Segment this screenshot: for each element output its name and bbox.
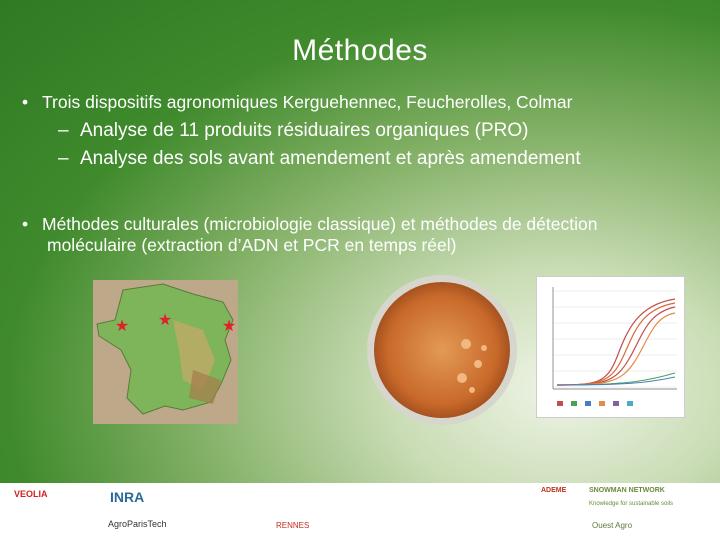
star-icon: ★ [221, 318, 237, 335]
pcr-amplification-image [536, 276, 685, 418]
bullet-marker: • [22, 92, 29, 112]
bullet-text-line2: moléculaire (extraction d’ADN et PCR en temps réel) [47, 235, 457, 255]
petri-dish-image [366, 274, 518, 426]
ouest-agro-logo: Ouest Agro [592, 521, 633, 530]
star-icon: ★ [114, 318, 130, 335]
snowman-tagline: Knowledge for sustainable soils [589, 501, 674, 507]
bullet-dispositifs [22, 92, 572, 113]
france-map-image [93, 280, 238, 424]
dash-marker: – [58, 120, 69, 141]
snowman-logo: SNOWMAN NETWORK [589, 487, 665, 494]
slide-title: Méthodes [292, 34, 428, 67]
bullet-text: Trois dispositifs agronomiques Kerguehennec, Feucherolles, Colmar [42, 92, 573, 112]
bullet-methodes [22, 214, 712, 256]
sub-bullet-pro [58, 120, 529, 142]
rennes-logo: RENNES [276, 521, 310, 530]
ademe-logo: ADEME [541, 487, 567, 494]
star-icon: ★ [157, 312, 173, 329]
dash-marker: – [58, 148, 69, 169]
partner-logos-strip [0, 483, 720, 540]
inra-logo: INRA [110, 489, 145, 505]
sub-bullet-text: Analyse des sols avant amendement et après amendement [80, 148, 581, 169]
agroparistech-logo: AgroParisTech [108, 519, 167, 529]
bullet-marker: • [22, 214, 29, 234]
bullet-text-line1: Méthodes culturales (microbiologie classique) et méthodes de détection [42, 214, 598, 234]
sub-bullet-text: Analyse de 11 produits résiduaires organiques (PRO) [80, 120, 529, 141]
veolia-logo: VEOLIA [14, 489, 48, 499]
sub-bullet-sols [58, 148, 581, 170]
